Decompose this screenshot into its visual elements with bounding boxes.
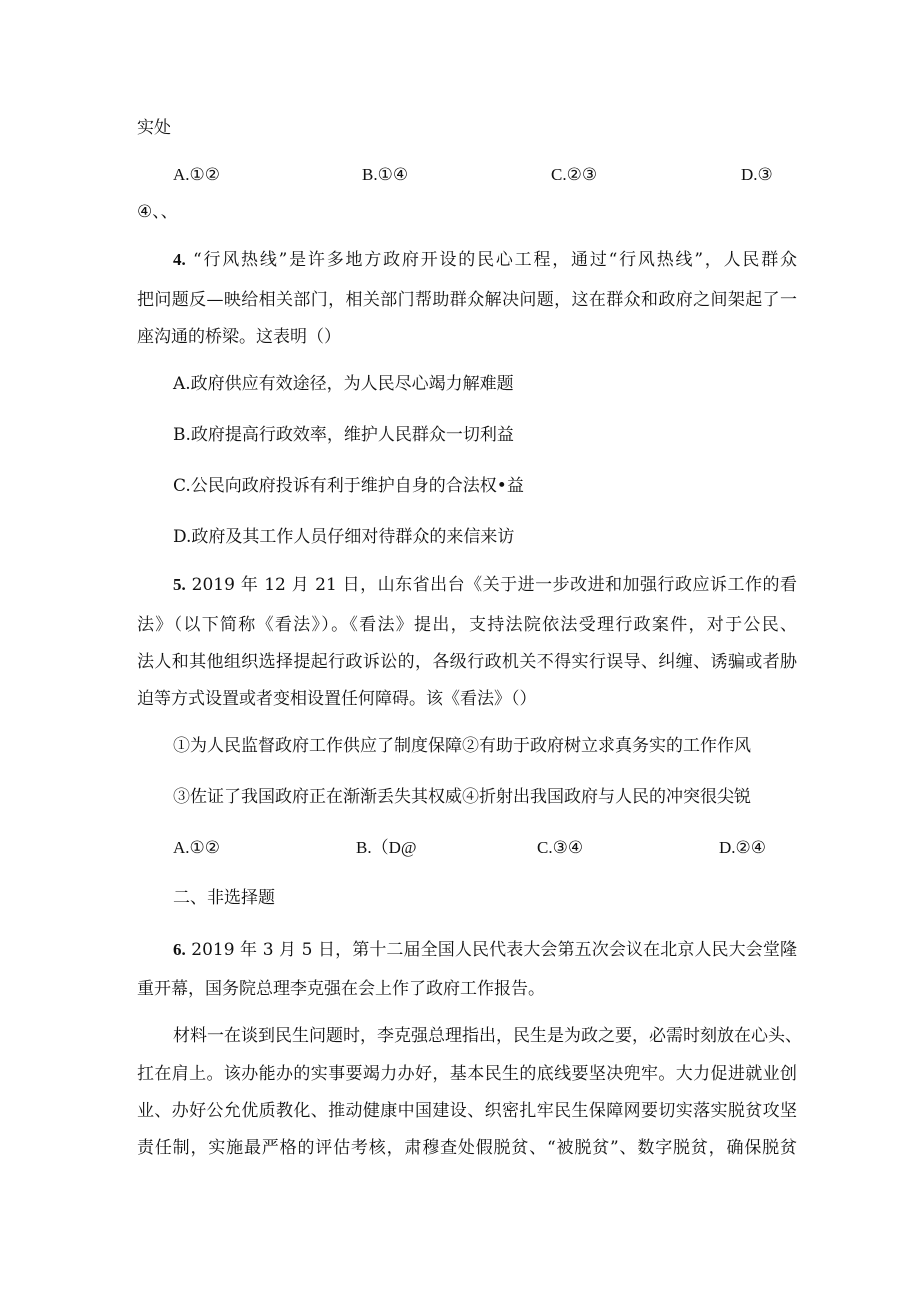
q4-option-a: A.政府供应有效途径，为人民尽心竭力解难题 xyxy=(173,374,514,394)
q4-number: 4. xyxy=(173,250,186,269)
q3-option-c: C.②③ xyxy=(551,165,598,184)
q5-stem-line-2: 法》（以下简称《看法》）。《看法》提出，支持法院依法受理行政案件，对于公民、 xyxy=(137,615,797,635)
q5-number: 5. xyxy=(173,575,186,594)
q3-option-a: A.①② xyxy=(173,165,221,184)
q6-material-line-2: 扛在肩上。该办能办的实事要竭力办好，基本民生的底线要坚决兜牢。大力促进就业创 xyxy=(137,1064,797,1084)
q5-stem-line-3: 法人和其他组织选择提起行政诉讼的，各级行政机关不得实行误导、纠缠、诱骗或者胁 xyxy=(137,652,797,672)
q5-stem-line-4: 迫等方式设置或者变相设置任何障碍。该《看法》（） xyxy=(137,689,537,709)
q5-option-b: B.（D@ xyxy=(356,838,417,857)
q4-option-b: B.政府提高行政效率，维护人民群众一切利益 xyxy=(173,425,514,445)
q6-number: 6. xyxy=(173,940,186,959)
q6-material-line-3: 业、办好公允优质教化、推动健康中国建设、织密扎牢民生保障网要切实落实脱贫攻坚 xyxy=(137,1101,797,1121)
q6-stem-line-2: 重开幕，国务院总理李克强在会上作了政府工作报告。 xyxy=(137,979,545,999)
section-2-title: 二、非选择题 xyxy=(173,888,275,908)
q4-stem-text: “行风热线”是许多地方政府开设的民心工程，通过“行风热线”，人民群众 xyxy=(192,250,797,270)
q4-option-d: D.政府及其工作人员仔细对待群众的来信来访 xyxy=(173,527,515,547)
q6-stem-line-1 xyxy=(173,940,797,960)
q4-stem-line-3: 座沟通的桥梁。这表明（） xyxy=(137,327,341,347)
q6-material-line-1: 材料一在谈到民生问题时，李克强总理指出，民生是为政之要，必需时刻放在心头、 xyxy=(173,1026,802,1046)
q5-stem-line-1 xyxy=(173,575,797,595)
q3-option-d: D.③ xyxy=(741,165,773,184)
q4-stem-line-1 xyxy=(173,250,797,270)
q6-material-line-4: 责任制，实施最严格的评估考核，肃穆查处假脱贫、“被脱贫”、数字脱贫，确保脱贫 xyxy=(137,1138,797,1158)
q3-option-b: B.①④ xyxy=(362,165,409,184)
q5-stem-text: 2019 年 12 月 21 日，山东省出台《关于进一步改进和加强行政应诉工作的看 xyxy=(191,575,798,595)
q5-items-line-1: ①为人民监督政府工作供应了制度保障②有助于政府树立求真务实的工作作风 xyxy=(173,736,751,756)
q5-option-d: D.②④ xyxy=(719,838,767,857)
q5-option-c: C.③④ xyxy=(537,838,584,857)
q3-continuation: 实处 xyxy=(137,118,171,138)
q4-stem-line-2: 把问题反—映给相关部门，相关部门帮助群众解决问题，这在群众和政府之间架起了一 xyxy=(137,290,797,310)
q5-option-a: A.①② xyxy=(173,838,221,857)
q3-option-d-wrap: ④、、 xyxy=(137,202,178,222)
q6-stem-text: 2019 年 3 月 5 日，第十二届全国人民代表大会第五次会议在北京人民大会堂隆 xyxy=(191,940,798,960)
q5-items-line-2: ③佐证了我国政府正在渐渐丢失其权威④折射出我国政府与人民的冲突很尖锐 xyxy=(173,787,751,807)
q4-option-c: C.公民向政府投诉有利于维护自身的合法权•益 xyxy=(173,476,524,496)
